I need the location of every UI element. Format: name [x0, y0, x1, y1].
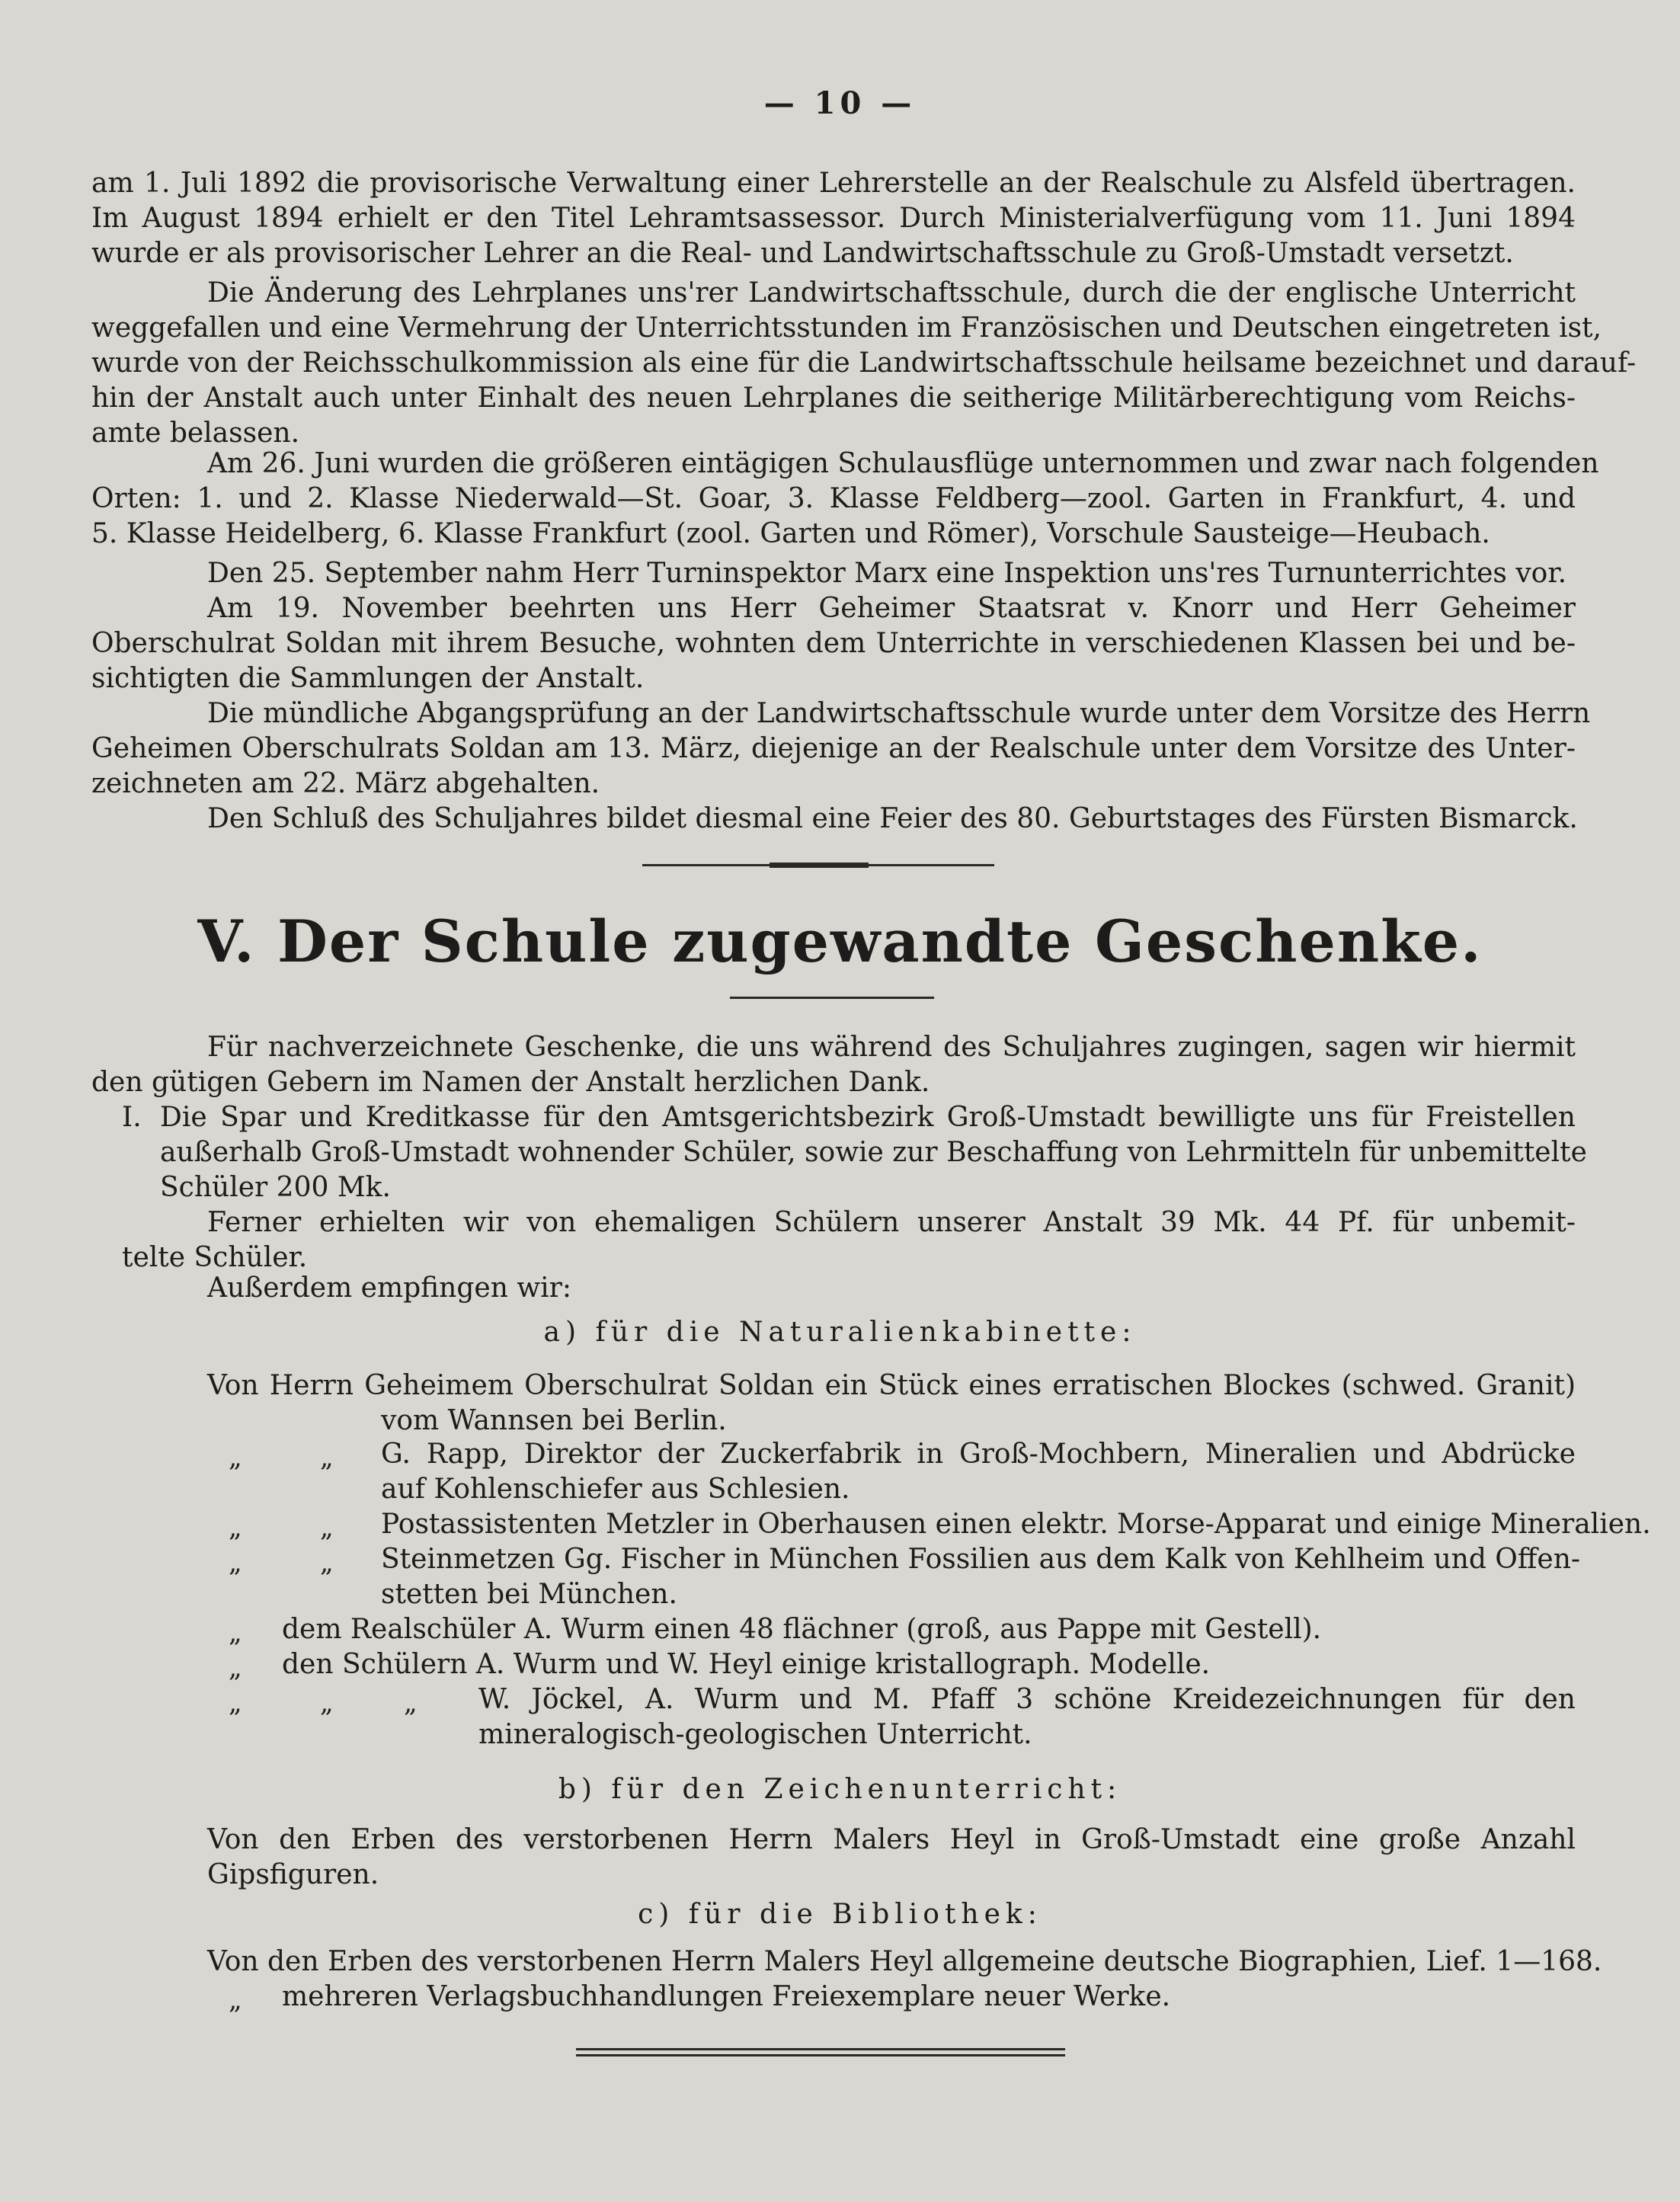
- text-line: zeichneten am 22. März abgehalten.: [91, 768, 600, 799]
- text-line: Außerdem empfingen wir:: [207, 1272, 572, 1304]
- text-line: Den 25. September nahm Herr Turninspektor Marx eine Inspektion uns'res Turnunterrichtes vor.: [207, 558, 1567, 589]
- subsection-title-c: c) für die Bibliothek:: [638, 1899, 1042, 1930]
- text-line: Orten: 1. und 2. Klasse Niederwald—St. Goar, 3. Klasse Feldberg—zool. Garten in Frankfurt, 4. und: [91, 483, 1576, 514]
- list-item: mehreren Verlagsbuchhandlungen Freiexemplare neuer Werke.: [282, 1981, 1171, 2012]
- ditto-mark: „: [320, 1442, 334, 1473]
- ditto-mark: „: [404, 1688, 418, 1718]
- ditto-mark: „: [229, 1688, 242, 1718]
- ditto-mark: „: [229, 1442, 242, 1473]
- text-line: Am 26. Juni wurden die größeren eintägigen Schulausflüge unternommen und zwar nach folgenden: [207, 448, 1599, 479]
- list-item: Von den Erben des verstorbenen Herrn Malers Heyl allgemeine deutsche Biographien, Lief. 1—168.: [207, 1946, 1602, 1977]
- section-heading: V. Der Schule zugewandte Geschenke.: [197, 907, 1483, 975]
- list-marker: I.: [122, 1102, 142, 1133]
- list-item: Postassistenten Metzler in Oberhausen einen elektr. Morse-Apparat und einige Mineralien.: [381, 1509, 1651, 1540]
- text-line: vom Wannsen bei Berlin.: [381, 1405, 727, 1436]
- ditto-mark: „: [320, 1512, 334, 1543]
- text-line: Den Schluß des Schuljahres bildet diesmal eine Feier des 80. Geburtstages des Fürsten Bismarck.: [207, 803, 1578, 834]
- text-line: Oberschulrat Soldan mit ihrem Besuche, wohnten dem Unterrichte in verschiedenen Klassen bei und be-: [91, 628, 1576, 659]
- list-item: W. Jöckel, A. Wurm und M. Pfaff 3 schöne Kreidezeichnungen für den: [478, 1684, 1576, 1715]
- text-line: amte belassen.: [91, 418, 300, 449]
- text-line: hin der Anstalt auch unter Einhalt des neuen Lehrplanes die seitherige Militärberechtigung vom Reichs-: [91, 382, 1576, 414]
- list-item: Von den Erben des verstorbenen Herrn Malers Heyl in Groß-Umstadt eine große Anzahl: [207, 1824, 1576, 1855]
- text-line: sichtigten die Sammlungen der Anstalt.: [91, 663, 645, 694]
- text-line: Am 19. November beehrten uns Herr Geheimer Staatsrat v. Knorr und Herr Geheimer: [207, 593, 1576, 624]
- text-line: außerhalb Groß-Umstadt wohnender Schüler, sowie zur Beschaffung von Lehrmitteln für unbemittelte: [160, 1137, 1587, 1168]
- text-line: Ferner erhielten wir von ehemaligen Schülern unserer Anstalt 39 Mk. 44 Pf. für unbemit-: [207, 1207, 1576, 1238]
- text-line: Die Spar und Kreditkasse für den Amtsgerichtsbezirk Groß-Umstadt bewilligte uns für Freistellen: [160, 1102, 1576, 1133]
- text-line: am 1. Juli 1892 die provisorische Verwaltung einer Lehrerstelle an der Realschule zu Alsfeld übertragen.: [91, 168, 1576, 199]
- text-line: mineralogisch-geologischen Unterricht.: [478, 1719, 1032, 1750]
- ditto-mark: „: [229, 1653, 242, 1683]
- text-line: Die mündliche Abgangsprüfung an der Landwirtschaftsschule wurde unter dem Vorsitze des Herrn: [207, 698, 1591, 729]
- text-line: Im August 1894 erhielt er den Titel Lehramtsassessor. Durch Ministerialverfügung vom 11. Juni 1894: [91, 203, 1576, 234]
- text-line: auf Kohlenschiefer aus Schlesien.: [381, 1474, 850, 1505]
- text-line: stetten bei München.: [381, 1579, 677, 1610]
- text-line: 5. Klasse Heidelberg, 6. Klasse Frankfurt (zool. Garten und Römer), Vorschule Sausteige—Heubach.: [91, 518, 1490, 549]
- text-line: Schüler 200 Mk.: [160, 1172, 391, 1203]
- list-item: Steinmetzen Gg. Fischer in München Fossilien aus dem Kalk von Kehlheim und Offen-: [381, 1544, 1581, 1575]
- text-line: Gipsfiguren.: [207, 1859, 379, 1890]
- text-line: telte Schüler.: [122, 1242, 308, 1273]
- list-item: G. Rapp, Direktor der Zuckerfabrik in Groß-Mochbern, Mineralien und Abdrücke: [381, 1439, 1576, 1470]
- ditto-mark: „: [229, 1985, 242, 2015]
- text-line: wurde von der Reichsschulkommission als eine für die Landwirtschaftsschule heilsame bezeichnet und darauf-: [91, 347, 1637, 379]
- ditto-mark: „: [320, 1547, 334, 1578]
- text-line: Geheimen Oberschulrats Soldan am 13. März, diejenige an der Realschule unter dem Vorsitze des Unter-: [91, 733, 1576, 764]
- page-number: — 10 —: [763, 85, 917, 121]
- list-item: den Schülern A. Wurm und W. Heyl einige kristallograph. Modelle.: [282, 1649, 1211, 1680]
- ditto-mark: „: [229, 1618, 242, 1648]
- subsection-title-b: b) für den Zeichenunterricht:: [558, 1774, 1122, 1805]
- heading-underline: [730, 997, 934, 999]
- text-line: weggefallen und eine Vermehrung der Unterrichtsstunden im Französischen und Deutschen eingetreten ist,: [91, 312, 1602, 344]
- text-line: wurde er als provisorischer Lehrer an die Real- und Landwirtschaftsschule zu Groß-Umstadt versetzt.: [91, 238, 1514, 269]
- text-line: Für nachverzeichnete Geschenke, die uns während des Schuljahres zugingen, sagen wir hiermit: [207, 1032, 1576, 1063]
- ditto-mark: „: [229, 1547, 242, 1578]
- ditto-mark: „: [229, 1512, 242, 1543]
- list-item: Von Herrn Geheimem Oberschulrat Soldan ein Stück eines erratischen Blockes (schwed. Granit): [207, 1370, 1576, 1401]
- end-rule: [576, 2054, 1065, 2056]
- list-item: dem Realschüler A. Wurm einen 48 flächner (groß, aus Pappe mit Gestell).: [282, 1614, 1322, 1645]
- text-line: Die Änderung des Lehrplanes uns'rer Landwirtschaftsschule, durch die der englische Unterricht: [207, 277, 1576, 309]
- text-line: den gütigen Gebern im Namen der Anstalt herzlichen Dank.: [91, 1067, 930, 1098]
- end-rule: [576, 2048, 1065, 2050]
- ornament-rule-center: [770, 863, 869, 868]
- subsection-title-a: a) für die Naturalienkabinette:: [543, 1317, 1137, 1348]
- ditto-mark: „: [320, 1688, 334, 1718]
